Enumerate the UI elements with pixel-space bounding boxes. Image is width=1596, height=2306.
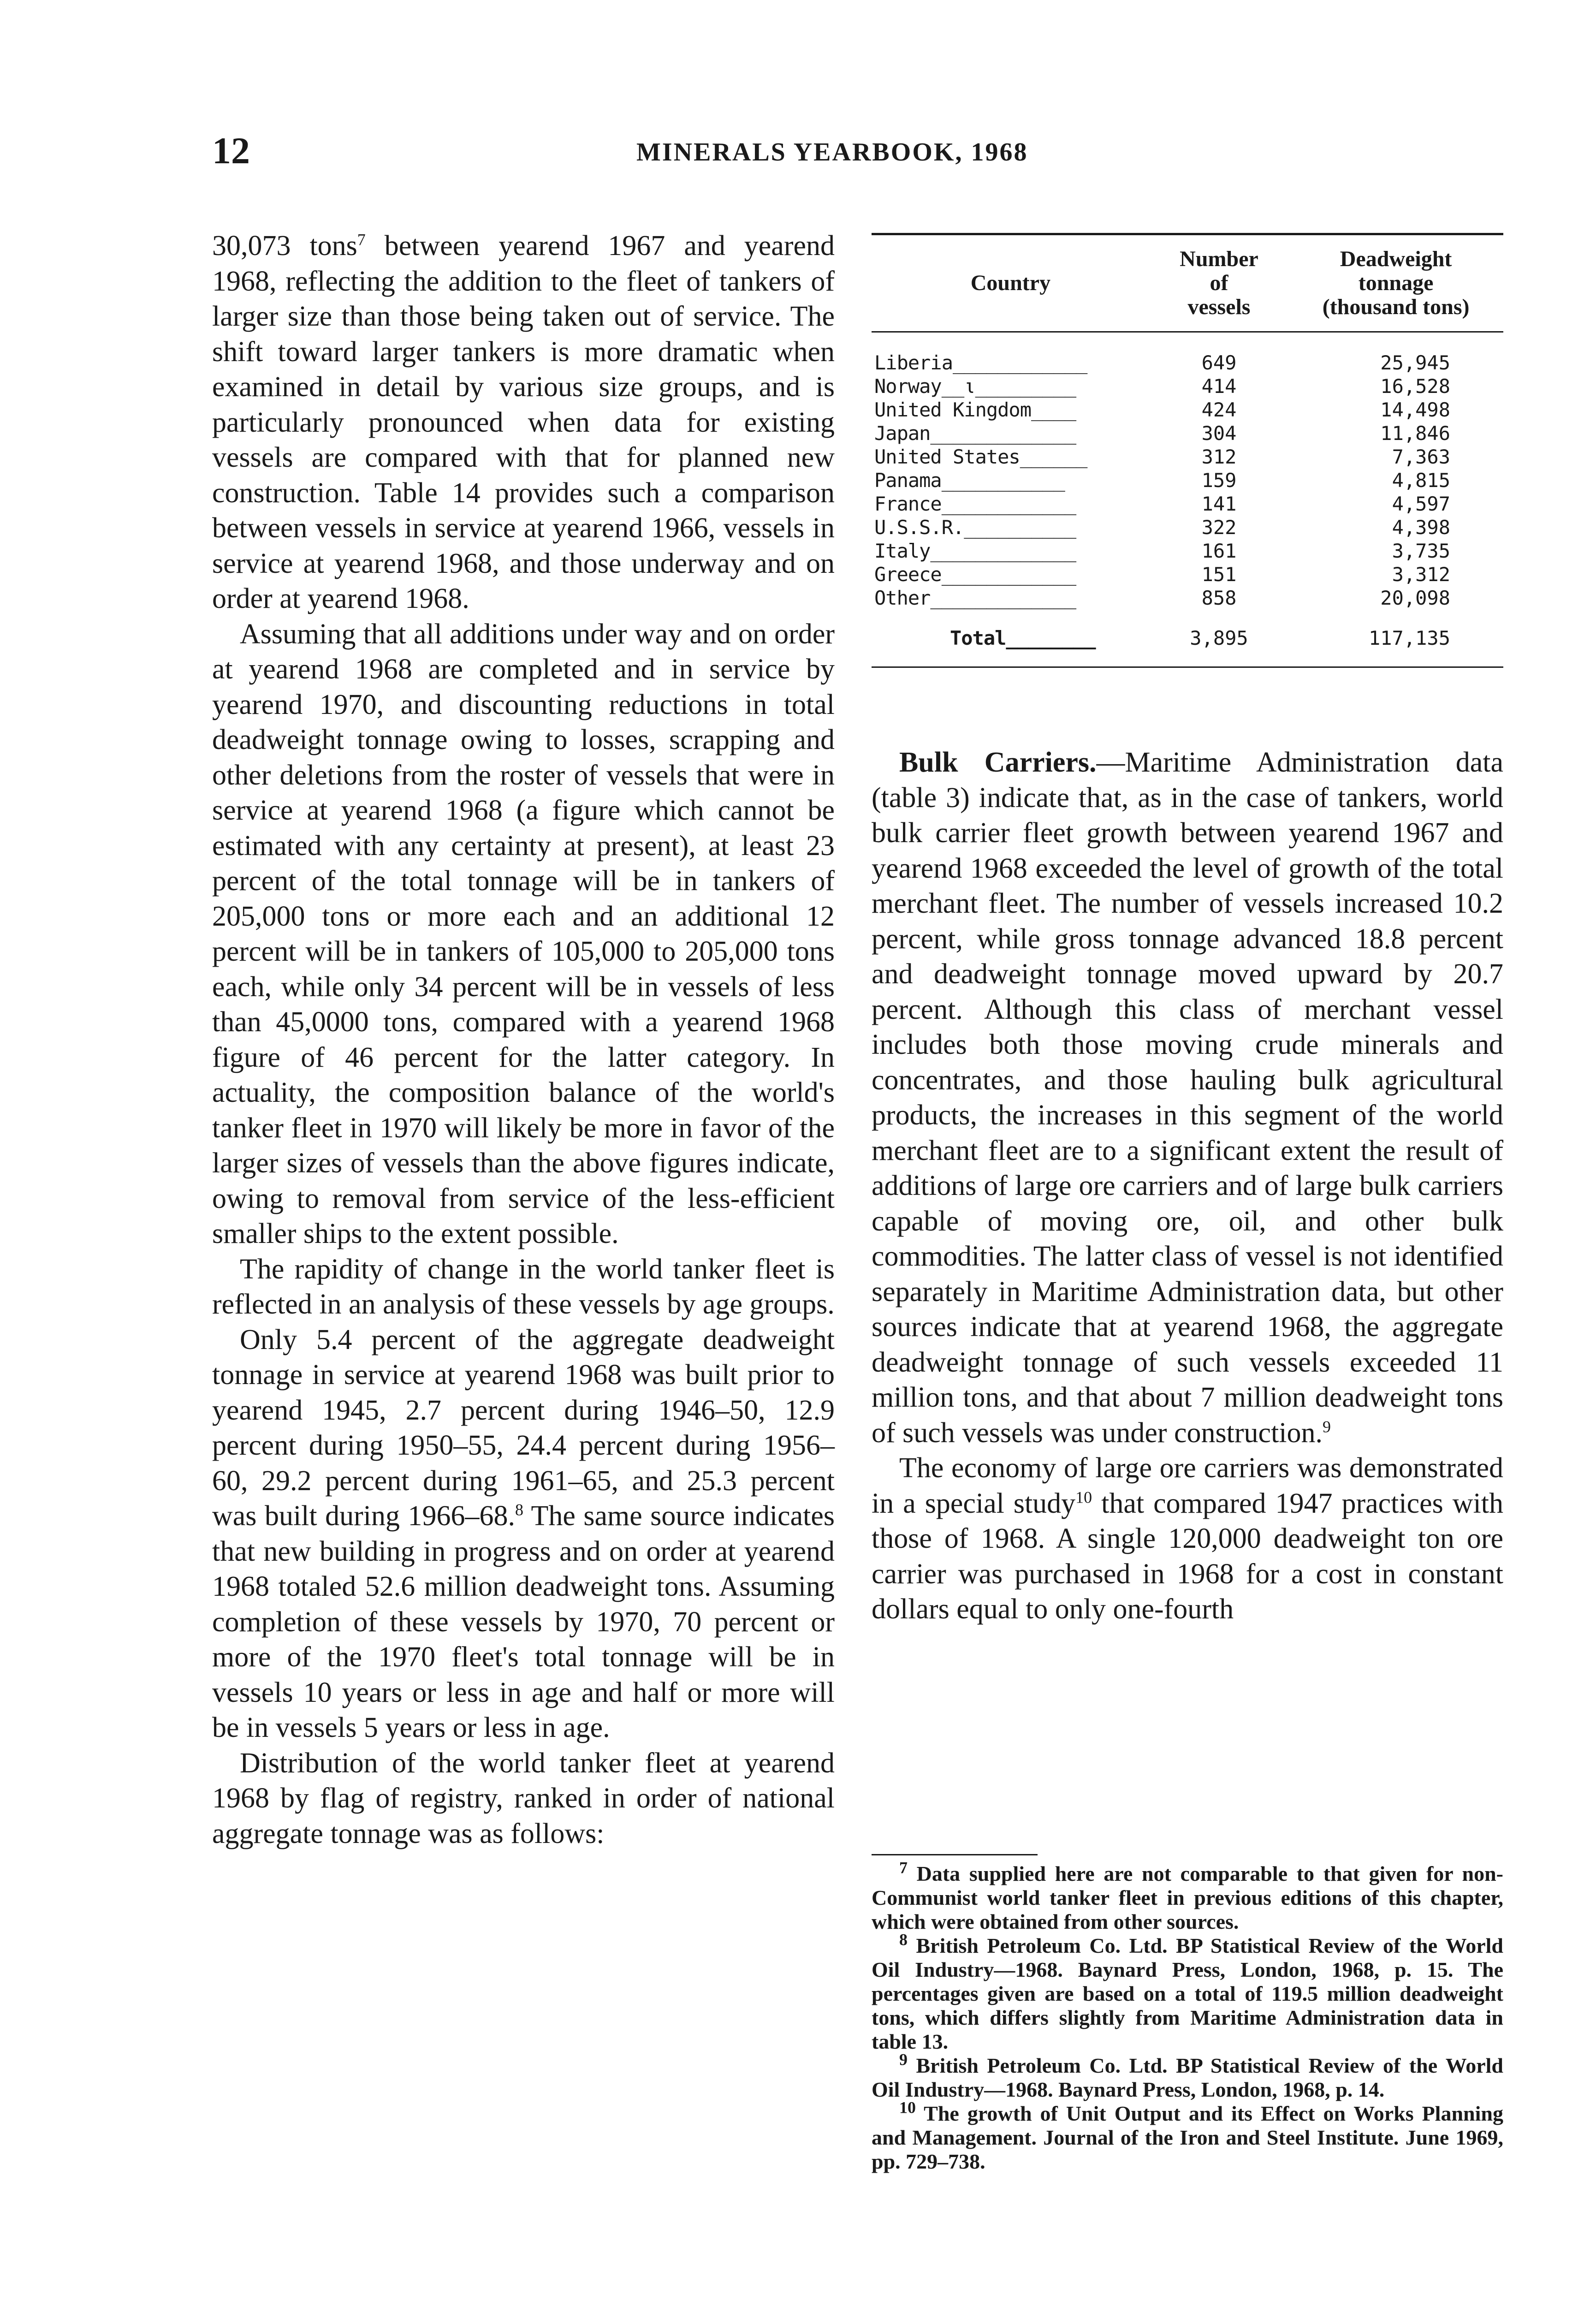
- cell-vessels: 151: [1201, 563, 1237, 586]
- paragraph: The economy of large ore carriers was demonstrated in a special study$^{10}$ that compared 1947 practices with those of 1968. A single 120,000 deadweight ton ore carrier was purchased in 1968 for a cost in constant dollars equal to only one-fourth: [872, 1452, 1503, 1625]
- cell-vessels: 322: [1201, 516, 1237, 539]
- paragraph: The rapidity of change in the world tanker fleet is reflected in an analysis of these vessels by age groups.: [212, 1253, 835, 1320]
- paragraph: Bulk Carriers.—Maritime Administration data (table 3) indicate that, as in the case of tankers, world bulk carrier fleet growth between yearend 1967 and yearend 1968 exceeded the level of growth of the total merchant fleet. The number of vessels increased 10.2 percent, while gross tonnage advanced 18.8 percent and deadweight tonnage moved upward by 20.7 percent. Although this class of merchant vessel includes both those moving crude minerals and concentrates, and those hauling bulk agricultural products, the increases in this segment of the world merchant fleet are to a significant extent the result of additions of large ore carriers and of large bulk carriers capable of moving ore, oil, and other bulk commodities. The latter class of vessel is not identified separately in Maritime Administration data, but other sources indicate that at yearend 1968, the aggregate deadweight tonnage of such vessels exceeded 11 million tons, and that about 7 million deadweight tons of such vessels was under construction.$^9$: [872, 747, 1503, 1449]
- cell-tonnage: 4,597: [1392, 493, 1450, 515]
- table-bottom-rule: [872, 666, 1503, 668]
- footnote-7: $^7$ Data supplied here are not comparable to that given for non-Communist world tanker fleet in previous editions of this chapter, which were obtained from other sources.: [872, 1858, 1503, 1933]
- footnote-ref[interactable]: 8: [515, 1500, 524, 1519]
- paragraph: Distribution of the world tanker fleet at yearend 1968 by flag of registry, ranked in order of national aggregate tonnage was as follows:: [212, 1747, 835, 1849]
- cell-tonnage: 7,363: [1392, 446, 1450, 468]
- table-row: [872, 332, 1503, 375]
- cell-tonnage: 14,498: [1380, 398, 1450, 421]
- table-row: [872, 586, 1503, 610]
- cell-vessels: 141: [1201, 493, 1237, 515]
- footnote-ref[interactable]: 9: [1323, 1417, 1331, 1436]
- footnotes: [872, 1854, 1503, 2174]
- column-header-country: Country: [970, 271, 1051, 295]
- cell-tonnage: 20,098: [1380, 587, 1450, 609]
- table-header-row: [872, 235, 1503, 332]
- section-heading: Bulk Carriers.: [899, 747, 1097, 778]
- table-row: [872, 422, 1503, 445]
- page-number: 12: [212, 130, 250, 172]
- footnote-ref[interactable]: 7: [357, 230, 366, 249]
- cell-tonnage: 4,815: [1392, 469, 1450, 492]
- cell-total-vessels: 3,895: [1190, 627, 1248, 649]
- cell-country: Panama___________: [874, 469, 1065, 492]
- table-row: [872, 539, 1503, 563]
- cell-country: Norway__ι_________: [874, 375, 1076, 398]
- cell-vessels: 858: [1201, 587, 1237, 609]
- cell-vessels: 424: [1201, 398, 1237, 421]
- footnote-ref[interactable]: 10: [1075, 1487, 1092, 1506]
- cell-vessels: 312: [1201, 446, 1237, 468]
- table-row: [872, 374, 1503, 398]
- running-title: MINERALS YEARBOOK, 1968: [636, 138, 1028, 166]
- cell-country: Greece____________: [874, 563, 1076, 586]
- cell-country: France____________: [874, 493, 1076, 515]
- cell-country: United States______: [874, 446, 1087, 468]
- cell-vessels: 161: [1201, 540, 1237, 562]
- cell-vessels: 159: [1201, 469, 1237, 492]
- cell-tonnage: 11,846: [1380, 422, 1450, 445]
- cell-vessels: 414: [1201, 375, 1237, 398]
- cell-tonnage: 16,528: [1380, 375, 1450, 398]
- table-row: [872, 516, 1503, 539]
- cell-tonnage: 3,735: [1392, 540, 1450, 562]
- cell-tonnage: 3,312: [1392, 563, 1450, 586]
- cell-country: Liberia____________: [874, 351, 1087, 374]
- footnote-rule: [872, 1854, 1038, 1855]
- right-column: [872, 745, 1503, 1627]
- paragraph: Only 5.4 percent of the aggregate deadweight tonnage in service at yearend 1968 was built prior to yearend 1945, 2.7 percent during 1946–50, 12.9 percent during 1950–55, 24.4 percent during 1956–60, 29.2 percent during 1961–65, and 25.3 percent was built during 1966–68.$^8$ The same source indicates that new building in progress and on order at yearend 1968 totaled 52.6 million deadweight tons. Assuming completion of these vessels by 1970, 70 percent or more of the 1970 fleet's total tonnage will be in vessels 10 years or less in age and half or more will be in vessels 5 years or less in age.: [212, 1324, 835, 1743]
- footnote-9: $^9$ British Petroleum Co. Ltd. BP Statistical Review of the World Oil Industry—1968. Baynard Press, London, 1968, p. 14.: [872, 2050, 1503, 2101]
- table-total-row: [872, 610, 1503, 666]
- table-row: [872, 398, 1503, 422]
- cell-tonnage: 4,398: [1392, 516, 1450, 539]
- cell-total-label: Total________: [950, 627, 1096, 649]
- cell-country: Other_____________: [874, 587, 1076, 609]
- cell-vessels: 304: [1201, 422, 1237, 445]
- column-header-tonnage: Deadweight tonnage (thousand tons): [1322, 247, 1470, 319]
- cell-vessels: 649: [1201, 351, 1237, 374]
- paragraph: Assuming that all additions under way and on order at yearend 1968 are completed and in service by yearend 1970, and discounting reductions in total deadweight tonnage owing to losses, scrapping and other deletions from the roster of vessels that were in service at yearend 1968 (a figure which cannot be estimated with any certainty at present), at least 23 percent of the total tonnage will be in tankers of 205,000 tons or more each and an additional 12 percent will be in tankers of 105,000 to 205,000 tons each, while only 34 percent will be in vessels of less than 45,0000 tons, compared with a yearend 1968 figure of 46 percent for the latter category. In actuality, the composition balance of the world's tanker fleet in 1970 will likely be more in favor of the larger sizes of vessels than the above figures indicate, owing to removal from service of the less-efficient smaller ships to the extent possible.: [212, 618, 835, 1249]
- cell-country: Italy_____________: [874, 540, 1076, 562]
- left-column: [212, 228, 835, 1851]
- cell-country: U.S.S.R.__________: [874, 516, 1076, 539]
- tanker-fleet-table: [872, 233, 1503, 668]
- column-header-vessels: Number of vessels: [1180, 247, 1258, 319]
- cell-country: United Kingdom____: [874, 398, 1076, 421]
- cell-total-tonnage: 117,135: [1368, 627, 1450, 649]
- table-row: [872, 492, 1503, 516]
- table-row: [872, 563, 1503, 586]
- table-row: [872, 445, 1503, 469]
- footnote-10: $^{10}$ The growth of Unit Output and its Effect on Works Planning and Management. Journal of the Iron and Steel Institute. June 1969, pp. 729–738.: [872, 2098, 1503, 2173]
- paragraph: 30,073 tons$^7$ between yearend 1967 and yearend 1968, reflecting the addition to the fleet of tankers of larger size than those being taken out of service. The shift toward larger tankers is more dramatic when examined in detail by various size groups, and is particularly pronounced when data for existing vessels are compared with that for planned new construction. Table 14 provides such a comparison between vessels in service at yearend 1966, vessels in service at yearend 1968, and those underway and on order at yearend 1968.: [212, 230, 835, 614]
- table-row: [872, 469, 1503, 492]
- footnote-8: $^8$ British Petroleum Co. Ltd. BP Statistical Review of the World Oil Industry—1968. Baynard Press, London, 1968, p. 15. The percentages given are based on a total of 119.5 million deadweight tons, which differs slightly from Maritime Administration data in table 13.: [872, 1930, 1503, 2053]
- page-header: [212, 129, 1503, 184]
- cell-country: Japan_____________: [874, 422, 1076, 445]
- cell-tonnage: 25,945: [1380, 351, 1450, 374]
